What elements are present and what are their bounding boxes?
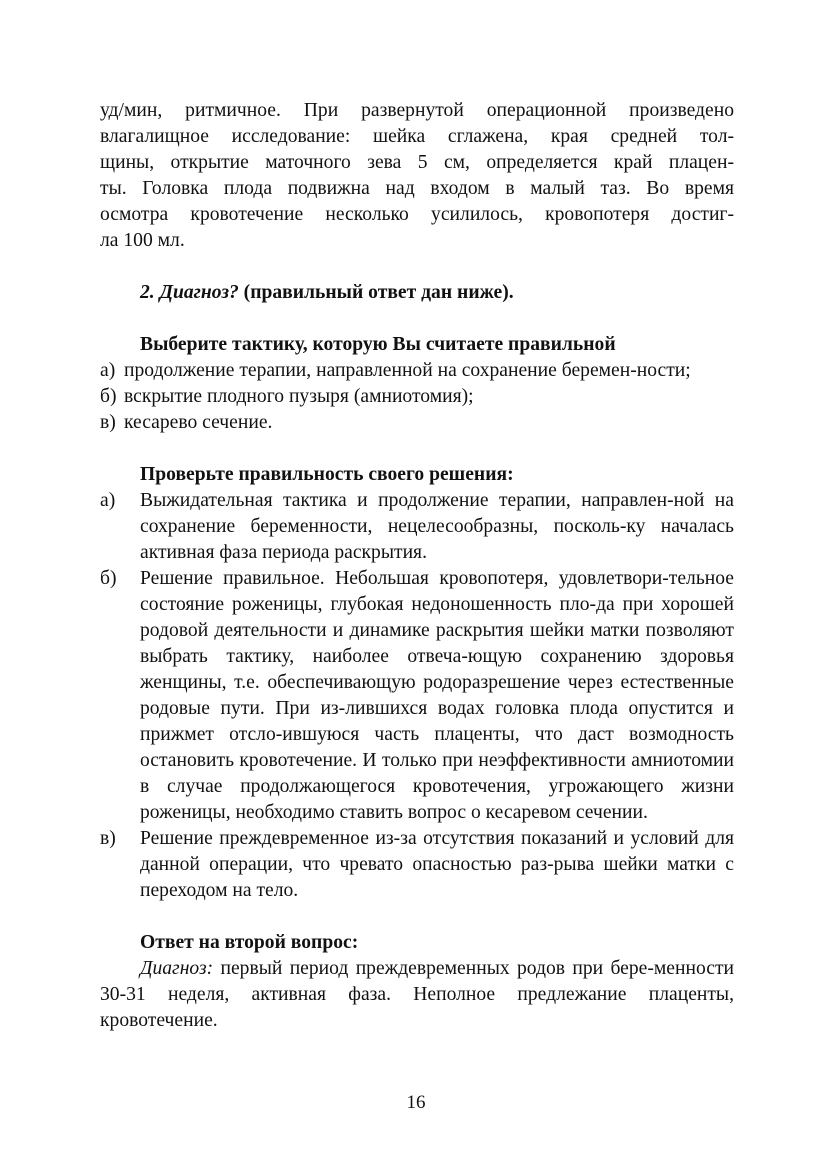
- check-answer: [100, 488, 734, 566]
- option-text: вскрытие плодного пузыря (амниотомия);: [124, 386, 474, 407]
- answer-text: Решение правильное. Небольшая кровопотеря, удовлетвори-тельное состояние роженицы, глубокая недоношенность пло-да при хорошей родовой деятельности и динамике раскрытия шейки матки позволяют выбрать тактику, наиболее отвеча-ющую сохранению здоровья женщины, т.е. обеспечивающую родоразрешение через естественные родовые пути. При из-лившихся водах головка плода опустится и прижмет отсло-ившуюся часть плаценты, что даст возмодность остановить кровотечение. И только при неэффективности амниотомии в случае продолжающегося кровотечения, угрожающего жизни роженицы, необходимо ставить вопрос о кесаревом сечении.: [140, 568, 734, 823]
- option-letter: а): [100, 360, 116, 381]
- diagnosis-text: первый период преждевременных родов при бере-менности 30-31 неделя, активная фаза. Неполное предлежание плаценты, кровотечение.: [100, 958, 734, 1031]
- question-number: 2. Диагноз?: [140, 282, 239, 303]
- tactics-heading: Выберите тактику, которую Вы считаете правильной: [140, 334, 616, 355]
- answer-letter: в): [100, 828, 116, 849]
- tactics-option: [100, 358, 734, 384]
- intro-paragraph: [100, 98, 734, 254]
- intro-line: уд/мин, ритмичное. При развернутой операционной произведено: [100, 100, 734, 121]
- page-number: 16: [406, 1092, 426, 1113]
- answer-text: Выжидательная тактика и продолжение терапии, направлен-ной на сохранение беременности, нецелесообразны, посколь-ку началась активная фаза периода раскрытия.: [140, 490, 734, 563]
- option-letter: в): [100, 412, 116, 433]
- answer-letter: а): [100, 490, 116, 511]
- tactics-option: [100, 384, 734, 410]
- intro-line: осмотра кровотечение несколько усилилось, кровопотеря достиг-: [100, 204, 734, 225]
- intro-line: ла 100 мл.: [100, 230, 185, 251]
- check-heading: Проверьте правильность своего решения:: [140, 464, 514, 485]
- question-note: (правильный ответ дан ниже).: [238, 282, 514, 303]
- option-text: кесарево сечение.: [124, 412, 273, 433]
- tactics-options: [100, 358, 734, 436]
- question-heading: [100, 280, 734, 306]
- second-answer-heading: Ответ на второй вопрос:: [140, 932, 359, 953]
- check-answer: [100, 566, 734, 826]
- intro-line: щины, открытие маточного зева 5 см, определяется край плацен-: [100, 152, 734, 173]
- tactics-option: [100, 410, 734, 436]
- check-answer: [100, 826, 734, 904]
- option-text: продолжение терапии, направленной на сохранение беремен-ности;: [124, 360, 691, 381]
- diagnosis-paragraph: [100, 956, 734, 1034]
- diagnosis-label: Диагноз:: [140, 958, 214, 979]
- intro-line: ты. Головка плода подвижна над входом в малый таз. Во время: [100, 178, 734, 199]
- answer-letter: б): [100, 568, 117, 589]
- option-letter: б): [100, 386, 117, 407]
- check-answers: [100, 488, 734, 904]
- intro-line: влагалищное исследование: шейка сглажена, края средней тол-: [100, 126, 734, 147]
- document-page: [100, 98, 734, 1034]
- answer-text: Решение преждевременное из-за отсутствия показаний и условий для данной операции, что чревато опасностью раз-рыва шейки матки с переходом на тело.: [140, 828, 734, 901]
